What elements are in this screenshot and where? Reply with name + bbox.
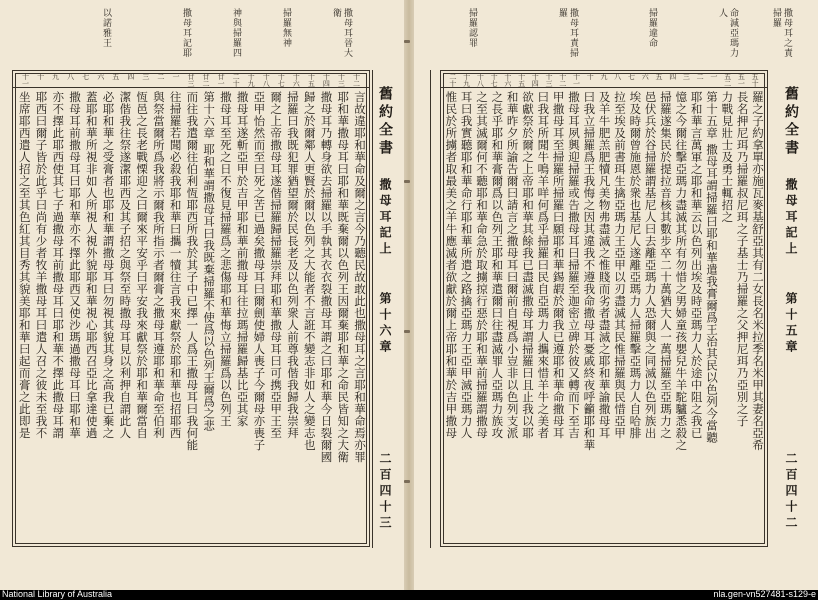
- text-column: 撒母耳乃轉身欲去掃羅以手執其衣衣裂撒母耳謂之曰耶和華今日裂爾國: [319, 91, 334, 463]
- text-column: 撒母耳前撒母耳曰耶和華亦不擇此耶西又使沙瑪過撒母耳曰耶和華: [68, 91, 83, 439]
- footer-credit: National Library of Australia: [2, 589, 113, 599]
- verse-number: 十二: [352, 73, 361, 87]
- text-column: 撒母耳夙興迎掃羅或告撒母耳曰掃羅至迦密立碑於彼又轉而下至吉: [566, 91, 581, 439]
- verse-number: 四: [668, 73, 677, 80]
- text-column: 亦不擇此耶西使其七子過撒母耳前撒母耳曰耶和華不擇此撒母耳謂: [51, 91, 66, 439]
- verse-number: 六: [96, 73, 105, 80]
- text-column: 甲撒母耳至掃羅所掃羅曰願耶和華錫嘏於爾我已遵耶和華命撒母耳: [551, 91, 566, 439]
- binding-stitch: [404, 40, 410, 43]
- text-column: 第十六章 耶和華謂撒母耳曰我既棄掃羅不使爲以色列王爾爲之悲: [202, 91, 217, 432]
- text-column: 憶之今爾往擊亞瑪力盡滅其所有勿惜之男婦童孩嬰兒牛羊駝驢悉殺之: [674, 91, 689, 451]
- text-column: 耶和華撒母耳曰耶和華既棄爾以色列王因爾棄耶和華之命民皆知之大衛: [336, 91, 351, 463]
- right-margin-notes: [436, 8, 796, 66]
- text-column: 邑伏兵於谷掃羅謂基尼人曰去離亞瑪力人恐爾與之同滅以色列族出: [643, 91, 658, 439]
- verse-number: 十二: [558, 73, 567, 87]
- book-gutter: [404, 0, 414, 590]
- verse-number: 十六: [292, 73, 301, 87]
- verse-number: 八: [66, 73, 75, 80]
- margin-note: 撒母耳之責掃羅: [771, 8, 792, 58]
- text-column: 爾之上帝撒母耳遂偕掃羅歸掃羅崇拜耶和華撒母耳曰可携亞甲王至: [269, 91, 284, 439]
- footer-identifier: nla.gen-vn527481-s129-e: [713, 589, 816, 599]
- text-column: 之至其滅爾何不聽耶和華命急於取擄掠行惡於耶和華前掃羅謂撒母: [474, 91, 489, 439]
- verse-number: 二十: [448, 73, 457, 87]
- text-column: 必耶和華之受膏者也耶和華謂撒母耳曰勿視其貌其身之高我已棄之: [101, 91, 116, 439]
- text-column: 歸之於爾鄰人更賢於爾以色列之大能者不言誑不變志非如人之變志也: [302, 91, 317, 451]
- binding-stitch: [404, 330, 410, 333]
- verse-number: 廿一: [217, 73, 226, 87]
- verse-number: 四: [126, 73, 135, 80]
- chapter-label: 第十五章: [784, 292, 798, 356]
- verse-number: 十九: [247, 73, 256, 87]
- verse-number-row: [445, 73, 761, 87]
- text-column: 而往我遣爾往伯利恆耶西所我於其子中已擇一人爲王撒母耳曰我何能: [185, 91, 200, 451]
- verse-number: 十五: [517, 73, 526, 87]
- verse-number: 一: [171, 73, 180, 80]
- verse-number: 十七: [277, 73, 286, 87]
- text-column: 耶西曰爾子皆於此乎曰尚有少者牧羊撒母耳曰遣人召之彼未至我不: [34, 91, 49, 439]
- verse-number: 十四: [322, 73, 331, 87]
- text-column: 撒母耳遂斬亞甲於吉甲耶和華前撒母耳往拉瑪掃羅歸基比亞其家: [235, 91, 250, 427]
- divider: [430, 70, 431, 548]
- margin-note: 以諾雅王: [101, 8, 111, 48]
- text-column: 耳曰我實聽耶和華命行耶和華所遣之路擒亞瑪力王亞甲滅亞瑪力人: [459, 91, 474, 439]
- verse-number: 三: [141, 73, 150, 80]
- verse-number: 二: [156, 73, 165, 80]
- text-column: 掃羅遂集民於提拉音核其數步卒二十萬猶大人一萬掃羅至亞瑪力之: [658, 91, 673, 439]
- text-column: 惟民於所擄者取最美之羊牛應滅者欲獻於爾上帝耶和華於吉甲撒母: [444, 91, 459, 439]
- text-column: 坐席耶西遣人招之至其色紅其目秀其貌美耶和華曰起而膏之此即是: [17, 91, 32, 439]
- verse-number: 廿二: [202, 73, 211, 87]
- verse-number: 十五: [307, 73, 316, 87]
- text-column: 掃羅曰我既犯罪猶望爾於民長老及以色列衆人前尊我偕我歸我崇拜: [285, 91, 300, 439]
- margin-note: 撒母耳責掃羅: [557, 8, 578, 58]
- text-column: 曰我耳所聞牛鳴羊咩何爲乎掃羅曰民自亞瑪力人攜來惜羊牛之美者: [536, 91, 551, 439]
- text-column: 耶和華言萬軍之耶和華云以色列出埃及時亞瑪力人於途中阻之我已: [689, 91, 704, 439]
- verse-number: 六: [641, 73, 650, 80]
- section-title: 撒母耳記上: [784, 178, 798, 258]
- verse-number: 十九: [462, 73, 471, 87]
- verse-number: 八: [613, 73, 622, 80]
- footer-bar: [0, 590, 818, 600]
- text-column: 埃及時爾曾施恩於衆也基尼人遂離亞瑪力人掃羅擊亞瑪力人自哈腓: [628, 91, 643, 439]
- left-text-frame: [12, 70, 370, 547]
- chapter-label: 第十六章: [378, 292, 392, 356]
- text-column: 及羊牛肥羔肥犢凡美物弗盡滅之惟賤而劣者盡滅之耶和華諭撒母耳: [597, 91, 612, 439]
- verse-number: 五十: [751, 73, 760, 87]
- text-column: 與祭當爾所爲我將示爾我所指示者爾膏之撒母耳遵耶和華命至伯利: [151, 91, 166, 439]
- text-column: 之長乎耶和華膏爾爲以色列王耶和華遣爾曰往盡滅罪人亞瑪力族攻: [490, 91, 505, 439]
- verse-number: 七: [627, 73, 636, 80]
- text-column: 亞甲怡然而至曰死之苦已過矣撒母耳曰爾劍使婦人喪子今爾母亦喪子: [252, 91, 267, 451]
- verse-number: 十六: [503, 73, 512, 87]
- divider: [13, 87, 369, 88]
- verse-number: 十: [586, 73, 595, 80]
- verse-number: 十一: [572, 73, 581, 87]
- verse-number: 十八: [476, 73, 485, 87]
- text-column: 蓋耶和華所視非如人所視人視外貌耶和華視心耶西召亞比拿達使過: [84, 91, 99, 439]
- verse-number: 廿三: [187, 73, 195, 87]
- binding-stitch: [404, 180, 410, 183]
- margin-note: 掃羅違命: [647, 8, 657, 48]
- text-column: 潔偕我往祭遂潔耶西及其子招之與祭至時撒母耳見以利押自謂此人: [118, 91, 133, 439]
- verse-number: 五二: [723, 73, 732, 87]
- verse-number: 十三: [337, 73, 346, 87]
- margin-note: 掃羅認罪: [467, 8, 477, 48]
- text-column: 曰我立掃羅爲王我悔之因其違我不遵我命撒母耳憂戚終夜呼籲耶和華: [582, 91, 597, 451]
- verse-number: 七: [81, 73, 90, 80]
- text-column: 言故違耶和華命及爾之言今乃聽民故敢此也撒母耳之言耶和華命焉亦罪: [352, 91, 367, 463]
- text-column: 欲獻祭於爾之上帝耶和華其餘我已盡滅撒母耳謂掃羅曰且止我以耶: [520, 91, 535, 439]
- page-number: 二百四十三: [378, 452, 392, 532]
- left-margin-notes: [40, 8, 370, 66]
- verse-number: 十: [36, 73, 45, 80]
- verse-number: 五一: [737, 73, 746, 87]
- verse-number: 九: [600, 73, 608, 80]
- text-column: 和華昨夕所諭告爾曰請言之撒母耳曰爾前自視爲小豈非以色列支派: [505, 91, 520, 439]
- verse-number: 十八: [262, 73, 271, 87]
- text-column: 撒母耳至死之日不復見掃羅爲之悲傷耶和華悔立掃羅爲以色列王: [218, 91, 233, 427]
- verse-number: 十一: [21, 73, 30, 87]
- verse-number: 三: [682, 73, 691, 80]
- verse-number: 十四: [531, 73, 540, 87]
- page-number: 二百四十二: [784, 452, 798, 532]
- text-column: 拉至埃及前書珥生擒亞瑪力王亞甲以刃盡滅其民惟掃羅與民惜亞甲: [612, 91, 627, 439]
- divider: [372, 70, 373, 548]
- text-column: 羅之子約拿單亦施瓦麥基舒亞其有二女長名米拉季名米甲其妻名亞希: [750, 91, 765, 451]
- book-title: 舊約全書: [377, 86, 393, 158]
- verse-number: 五: [654, 73, 663, 80]
- verse-number: 十七: [490, 73, 499, 87]
- verse-number: 二: [696, 73, 705, 80]
- verse-number: 九: [51, 73, 60, 80]
- margin-note: 掃羅無神: [281, 8, 291, 48]
- verse-number: 一: [709, 73, 718, 80]
- text-column: 第十五章 撒母耳謂掃羅曰耶和華遣我膏爾爲王治其民以色列今當聽: [704, 91, 719, 444]
- book-title: 舊約全書: [783, 86, 799, 158]
- margin-note: 命減亞瑪力人: [717, 8, 738, 58]
- verse-number: 二十: [232, 73, 241, 87]
- margin-note: 撒母耳晉大衛: [331, 8, 352, 58]
- text-column: 往掃羅若聞必殺我耶和華曰攜一犢往言我來獻祭於耶和華也招耶西: [168, 91, 183, 439]
- text-column: 力戰見壯士及勇士輒招之: [720, 91, 735, 223]
- section-title: 撒母耳記上: [378, 178, 392, 258]
- divider: [441, 87, 767, 88]
- margin-note: 撒母耳記耶: [181, 8, 191, 58]
- binding-stitch: [404, 480, 410, 483]
- right-text-frame: [440, 70, 768, 547]
- margin-note: 神與掃羅四: [231, 8, 241, 58]
- text-column: 長名押尼珥乃掃羅叔尼珥之子基士乃掃羅之父押尼珥乃亞別之子: [735, 91, 750, 427]
- verse-number-row: [17, 73, 361, 87]
- text-column: 恆邑之長老戰慄迎之曰爾來平安乎曰平安我來獻祭於耶和華爾當自: [135, 91, 150, 439]
- verse-number: 十三: [545, 73, 554, 87]
- verse-number: 五: [111, 73, 120, 80]
